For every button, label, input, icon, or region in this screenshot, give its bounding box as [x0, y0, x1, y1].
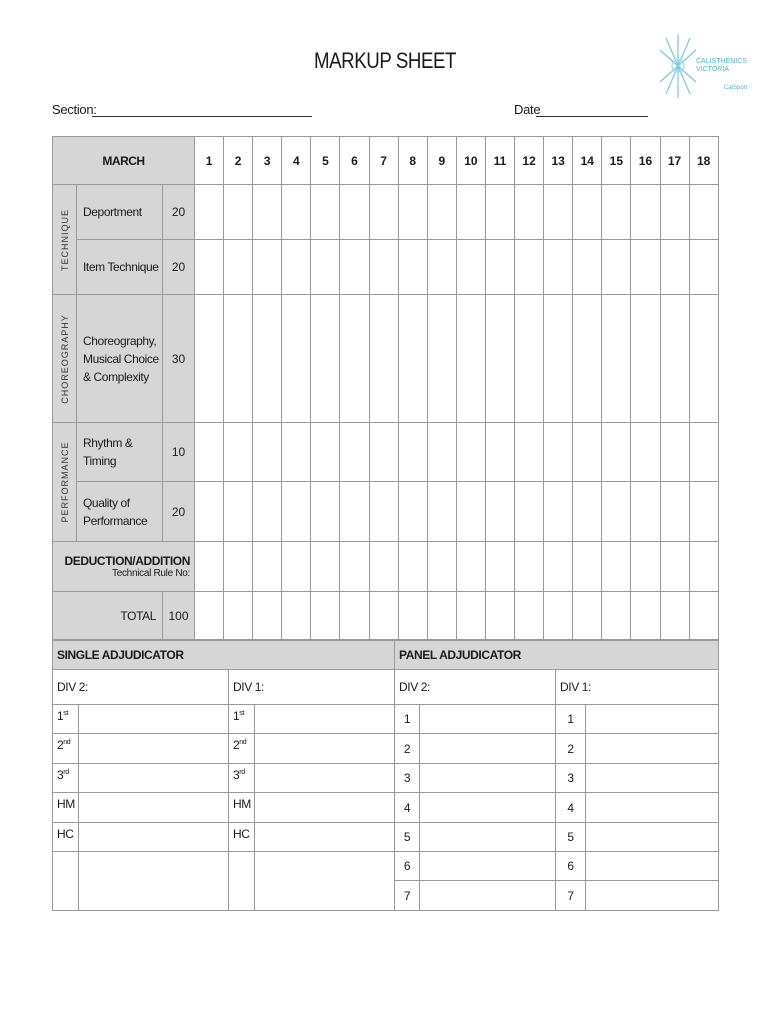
total-cell[interactable]: [515, 592, 544, 640]
single-div1-entry[interactable]: [255, 852, 395, 911]
total-cell[interactable]: [282, 592, 311, 640]
panel-div2-entry[interactable]: [420, 881, 556, 911]
single-div2-entry[interactable]: [79, 852, 229, 911]
deduction-cell[interactable]: [282, 542, 311, 592]
single-div2-entry[interactable]: [79, 764, 229, 793]
score-cell[interactable]: [631, 423, 660, 482]
score-cell[interactable]: [224, 185, 253, 240]
place-label: [53, 705, 79, 734]
single-div1-entry[interactable]: [255, 705, 395, 734]
score-cell[interactable]: [515, 295, 544, 423]
single-div2-blank: [53, 852, 79, 911]
score-cell[interactable]: [398, 295, 427, 423]
deduction-cell[interactable]: [456, 542, 485, 592]
panel-place-number: 4: [395, 793, 420, 823]
score-cell[interactable]: [340, 185, 369, 240]
total-cell[interactable]: [485, 592, 514, 640]
total-cell[interactable]: [631, 592, 660, 640]
competitor-number: 2: [224, 137, 253, 185]
place-base: HM: [57, 797, 75, 811]
panel-div1-entry[interactable]: [586, 823, 719, 852]
score-cell[interactable]: [311, 482, 340, 542]
total-cell[interactable]: [224, 592, 253, 640]
place-suffix: rd: [63, 769, 69, 776]
panel-place-number: 2: [395, 734, 420, 764]
score-cell[interactable]: [660, 185, 689, 240]
deduction-cell[interactable]: [660, 542, 689, 592]
deduction-cell[interactable]: [369, 542, 398, 592]
score-cell[interactable]: [282, 295, 311, 423]
score-cell[interactable]: [195, 423, 224, 482]
score-cell[interactable]: [253, 423, 282, 482]
deduction-label-cell: [53, 542, 195, 592]
total-cell[interactable]: [456, 592, 485, 640]
panel-div2-entry[interactable]: [420, 734, 556, 764]
score-cell[interactable]: [573, 423, 602, 482]
score-cell[interactable]: [602, 295, 631, 423]
place-label: [53, 793, 79, 823]
score-cell[interactable]: [544, 295, 573, 423]
score-cell[interactable]: [224, 423, 253, 482]
panel-adjudicator-label: PANEL ADJUDICATOR: [395, 641, 719, 670]
score-cell[interactable]: [631, 295, 660, 423]
total-cell[interactable]: [398, 592, 427, 640]
score-cell[interactable]: [340, 423, 369, 482]
competitor-number: 17: [660, 137, 689, 185]
criterion-label: Choreography, Musical Choice & Complexity: [77, 295, 163, 423]
total-cell[interactable]: [311, 592, 340, 640]
place-suffix: st: [63, 710, 68, 717]
competitor-number: 6: [340, 137, 369, 185]
score-cell[interactable]: [515, 240, 544, 295]
score-cell[interactable]: [398, 482, 427, 542]
criterion-row: [53, 185, 719, 240]
score-cell[interactable]: [398, 185, 427, 240]
score-cell[interactable]: [689, 240, 718, 295]
single-div2-entry[interactable]: [79, 793, 229, 823]
place-label: [53, 734, 79, 764]
panel-place-number: 3: [395, 764, 420, 793]
place-label: [229, 764, 255, 793]
category-label: TECHNIQUE: [59, 208, 70, 271]
single-adjudicator-label: SINGLE ADJUDICATOR: [53, 641, 395, 670]
category-cell: [53, 423, 77, 542]
panel-div1-entry[interactable]: [586, 734, 719, 764]
score-cell[interactable]: [282, 240, 311, 295]
score-cell[interactable]: [398, 240, 427, 295]
single-div1-blank: [229, 852, 255, 911]
panel-place-number: 6: [556, 852, 586, 881]
score-cell[interactable]: [253, 482, 282, 542]
score-cell[interactable]: [195, 240, 224, 295]
panel-div1-label: DIV 1:: [556, 670, 719, 705]
deduction-cell[interactable]: [427, 542, 456, 592]
total-label: TOTAL: [53, 592, 163, 640]
deduction-cell[interactable]: [195, 542, 224, 592]
place-label: [53, 764, 79, 793]
score-cell[interactable]: [602, 423, 631, 482]
place-base: HM: [233, 797, 251, 811]
panel-div1-entry[interactable]: [586, 793, 719, 823]
score-cell[interactable]: [689, 482, 718, 542]
total-cell[interactable]: [660, 592, 689, 640]
place-base: HC: [57, 827, 74, 841]
score-cell[interactable]: [398, 423, 427, 482]
score-cell[interactable]: [689, 423, 718, 482]
competitor-number: 16: [631, 137, 660, 185]
competitor-number: 1: [195, 137, 224, 185]
score-cell[interactable]: [456, 423, 485, 482]
score-cell[interactable]: [195, 185, 224, 240]
competitor-number: 8: [398, 137, 427, 185]
deduction-title: DEDUCTION/ADDITION: [64, 554, 190, 568]
competitor-number: 14: [573, 137, 602, 185]
category-cell: [53, 185, 77, 295]
adjudicator-header-row: [53, 641, 719, 670]
placing-row: [53, 764, 719, 793]
single-div2-entry[interactable]: [79, 734, 229, 764]
place-base: 1: [233, 709, 240, 723]
score-cell[interactable]: [253, 295, 282, 423]
total-cell[interactable]: [253, 592, 282, 640]
date-field[interactable]: [536, 116, 648, 117]
criterion-label: Item Technique: [77, 240, 163, 295]
score-cell[interactable]: [195, 295, 224, 423]
place-suffix: nd: [239, 739, 247, 746]
place-label: [229, 823, 255, 852]
competitor-number: 5: [311, 137, 340, 185]
deduction-cell[interactable]: [340, 542, 369, 592]
score-cell[interactable]: [369, 423, 398, 482]
panel-place-number: 1: [556, 705, 586, 734]
score-cell[interactable]: [573, 482, 602, 542]
snowflake-logo-icon: [658, 30, 698, 102]
page-title: MARKUP SHEET: [313, 48, 457, 73]
score-cell[interactable]: [369, 185, 398, 240]
panel-place-number: 7: [395, 881, 420, 911]
score-cell[interactable]: [369, 240, 398, 295]
category-label: CHOREOGRAPHY: [59, 313, 70, 404]
deduction-subtitle: Technical Rule No:: [112, 568, 190, 579]
score-cell[interactable]: [224, 482, 253, 542]
score-cell[interactable]: [282, 423, 311, 482]
panel-place-number: 2: [556, 734, 586, 764]
scoring-grid: [52, 136, 719, 640]
division-row: [53, 670, 719, 705]
score-cell[interactable]: [544, 482, 573, 542]
panel-div1-entry[interactable]: [586, 764, 719, 793]
score-cell[interactable]: [427, 423, 456, 482]
total-row: [53, 592, 719, 640]
panel-place-number: 5: [395, 823, 420, 852]
panel-div2-entry[interactable]: [420, 793, 556, 823]
panel-div1-entry[interactable]: [586, 881, 719, 911]
criterion-label: Rhythm & Timing: [77, 423, 163, 482]
place-label: [229, 705, 255, 734]
deduction-cell[interactable]: [311, 542, 340, 592]
score-cell[interactable]: [544, 185, 573, 240]
calisthenics-victoria-logo: [658, 30, 748, 102]
score-cell[interactable]: [253, 185, 282, 240]
score-cell[interactable]: [456, 482, 485, 542]
score-cell[interactable]: [485, 423, 514, 482]
score-cell[interactable]: [195, 482, 224, 542]
total-cell[interactable]: [195, 592, 224, 640]
score-cell[interactable]: [602, 482, 631, 542]
score-cell[interactable]: [573, 240, 602, 295]
deduction-cell[interactable]: [689, 542, 718, 592]
score-cell[interactable]: [427, 482, 456, 542]
score-cell[interactable]: [602, 185, 631, 240]
score-cell[interactable]: [515, 423, 544, 482]
panel-place-number: 7: [556, 881, 586, 911]
score-cell[interactable]: [311, 423, 340, 482]
total-cell[interactable]: [689, 592, 718, 640]
score-cell[interactable]: [485, 185, 514, 240]
placing-row: [53, 852, 719, 881]
total-cell[interactable]: [427, 592, 456, 640]
logo-text-1: CALISTHENICS: [696, 58, 747, 65]
deduction-cell[interactable]: [485, 542, 514, 592]
total-points: 100: [163, 592, 195, 640]
competitor-number: 7: [369, 137, 398, 185]
place-base: 1: [57, 709, 64, 723]
panel-div1-entry[interactable]: [586, 705, 719, 734]
panel-div1-entry[interactable]: [586, 852, 719, 881]
total-cell[interactable]: [573, 592, 602, 640]
score-cell[interactable]: [224, 295, 253, 423]
score-cell[interactable]: [282, 185, 311, 240]
panel-div2-label: DIV 2:: [395, 670, 556, 705]
total-cell[interactable]: [369, 592, 398, 640]
criterion-points: 20: [163, 185, 195, 240]
competitor-number: 3: [253, 137, 282, 185]
score-cell[interactable]: [631, 240, 660, 295]
total-cell[interactable]: [602, 592, 631, 640]
score-cell[interactable]: [660, 482, 689, 542]
single-div1-entry[interactable]: [255, 823, 395, 852]
logo-text-2: VICTORIA: [696, 66, 729, 73]
deduction-row: [53, 542, 719, 592]
score-cell[interactable]: [224, 240, 253, 295]
criterion-row: [53, 482, 719, 542]
competitor-number: 12: [515, 137, 544, 185]
score-cell[interactable]: [544, 423, 573, 482]
date-label: Date: [514, 102, 541, 117]
single-div2-label: DIV 2:: [53, 670, 229, 705]
total-cell[interactable]: [340, 592, 369, 640]
single-div1-entry[interactable]: [255, 734, 395, 764]
score-cell[interactable]: [485, 240, 514, 295]
month-label: MARCH: [53, 137, 195, 185]
score-cell[interactable]: [427, 185, 456, 240]
score-cell[interactable]: [631, 185, 660, 240]
score-cell[interactable]: [340, 295, 369, 423]
score-cell[interactable]: [456, 295, 485, 423]
place-base: HC: [233, 827, 250, 841]
criterion-points: 30: [163, 295, 195, 423]
panel-div2-entry[interactable]: [420, 764, 556, 793]
criterion-points: 10: [163, 423, 195, 482]
score-cell[interactable]: [456, 240, 485, 295]
deduction-cell[interactable]: [573, 542, 602, 592]
score-cell[interactable]: [573, 295, 602, 423]
category-label: PERFORMANCE: [59, 441, 70, 523]
score-cell[interactable]: [369, 295, 398, 423]
single-div2-entry[interactable]: [79, 705, 229, 734]
panel-div2-entry[interactable]: [420, 705, 556, 734]
score-cell[interactable]: [689, 185, 718, 240]
place-base: 3: [233, 768, 240, 782]
panel-div2-entry[interactable]: [420, 852, 556, 881]
score-cell[interactable]: [660, 423, 689, 482]
score-cell[interactable]: [573, 185, 602, 240]
deduction-cell[interactable]: [224, 542, 253, 592]
panel-place-number: 4: [556, 793, 586, 823]
adjudicator-table: [52, 640, 719, 911]
score-cell[interactable]: [340, 240, 369, 295]
criterion-row: [53, 240, 719, 295]
section-field[interactable]: [92, 116, 312, 117]
placing-row: [53, 705, 719, 734]
criterion-label: Quality of Performance: [77, 482, 163, 542]
panel-div2-entry[interactable]: [420, 823, 556, 852]
score-cell[interactable]: [456, 185, 485, 240]
section-label: Section:: [52, 102, 97, 117]
criterion-label: Deportment: [77, 185, 163, 240]
criterion-row: [53, 423, 719, 482]
single-div1-entry[interactable]: [255, 764, 395, 793]
score-cell[interactable]: [485, 295, 514, 423]
competitor-number: 11: [485, 137, 514, 185]
logo-text-3: CalSport: [724, 85, 748, 91]
category-cell: [53, 295, 77, 423]
deduction-cell[interactable]: [602, 542, 631, 592]
place-base: 3: [57, 768, 64, 782]
competitor-number: 10: [456, 137, 485, 185]
panel-place-number: 6: [395, 852, 420, 881]
place-suffix: rd: [239, 769, 245, 776]
deduction-cell[interactable]: [253, 542, 282, 592]
placing-row: [53, 823, 719, 852]
deduction-cell[interactable]: [544, 542, 573, 592]
place-base: 2: [233, 738, 240, 752]
placing-row: [53, 734, 719, 764]
panel-place-number: 1: [395, 705, 420, 734]
place-label: [53, 823, 79, 852]
score-cell[interactable]: [660, 240, 689, 295]
grid-header-row: [53, 137, 719, 185]
deduction-cell[interactable]: [398, 542, 427, 592]
place-label: [229, 793, 255, 823]
score-cell[interactable]: [369, 482, 398, 542]
panel-place-number: 3: [556, 764, 586, 793]
place-suffix: st: [239, 710, 244, 717]
place-base: 2: [57, 738, 64, 752]
score-cell[interactable]: [427, 295, 456, 423]
score-cell[interactable]: [515, 482, 544, 542]
score-cell[interactable]: [515, 185, 544, 240]
place-suffix: nd: [63, 739, 71, 746]
competitor-number: 13: [544, 137, 573, 185]
competitor-number: 18: [689, 137, 718, 185]
score-cell[interactable]: [253, 240, 282, 295]
deduction-cell[interactable]: [631, 542, 660, 592]
competitor-number: 4: [282, 137, 311, 185]
score-cell[interactable]: [282, 482, 311, 542]
single-div1-entry[interactable]: [255, 793, 395, 823]
score-cell[interactable]: [311, 185, 340, 240]
place-label: [229, 734, 255, 764]
criterion-row: [53, 295, 719, 423]
score-cell[interactable]: [311, 240, 340, 295]
total-cell[interactable]: [544, 592, 573, 640]
placing-row: [53, 793, 719, 823]
score-cell[interactable]: [311, 295, 340, 423]
score-cell[interactable]: [485, 482, 514, 542]
score-cell[interactable]: [602, 240, 631, 295]
score-cell[interactable]: [427, 240, 456, 295]
score-cell[interactable]: [544, 240, 573, 295]
competitor-number: 9: [427, 137, 456, 185]
single-div2-entry[interactable]: [79, 823, 229, 852]
score-cell[interactable]: [689, 295, 718, 423]
score-cell[interactable]: [340, 482, 369, 542]
deduction-cell[interactable]: [515, 542, 544, 592]
criterion-points: 20: [163, 240, 195, 295]
competitor-number: 15: [602, 137, 631, 185]
panel-place-number: 5: [556, 823, 586, 852]
single-div1-label: DIV 1:: [229, 670, 395, 705]
score-cell[interactable]: [631, 482, 660, 542]
score-cell[interactable]: [660, 295, 689, 423]
criterion-points: 20: [163, 482, 195, 542]
